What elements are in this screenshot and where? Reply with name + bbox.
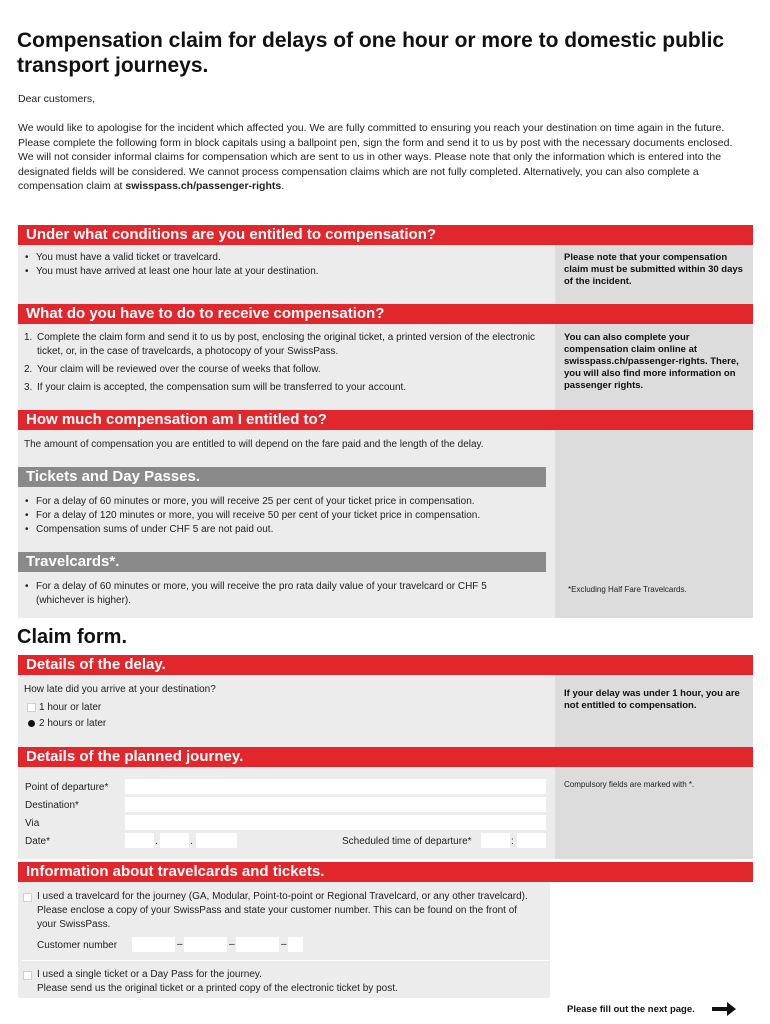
destination-field[interactable] bbox=[125, 797, 546, 812]
travelcards-info-heading: Information about travelcards and tickets. bbox=[18, 862, 753, 882]
travelcard-option-text: I used a travelcard for the journey (GA, Modular, Point-to-point or Regional Travelcard, or any other travelcard). Please enclose a copy of your SwissPass and state your customer number. This can be found on the front of your SwissPass. bbox=[37, 891, 528, 930]
delay-question: How late did you arrive at your destination? bbox=[24, 684, 216, 695]
intro-paragraph bbox=[18, 121, 743, 194]
option-1-hour-checkbox[interactable] bbox=[27, 703, 36, 712]
step-number: 2. bbox=[24, 364, 33, 375]
claim-form-title: Claim form. bbox=[17, 626, 128, 648]
time-separator: : bbox=[511, 836, 514, 847]
departure-field[interactable] bbox=[125, 779, 546, 794]
journey-heading: Details of the planned journey. bbox=[18, 747, 753, 767]
step-text: If your claim is accepted, the compensation sum will be transferred to your account. bbox=[37, 382, 407, 393]
date-label: Date* bbox=[25, 836, 51, 847]
delay-side-note: If your delay was under 1 hour, you are not entitled to compensation. bbox=[564, 688, 740, 711]
list-item bbox=[24, 363, 544, 377]
customer-number-field-3[interactable] bbox=[236, 937, 279, 952]
via-field[interactable] bbox=[125, 815, 546, 830]
customer-number-dash: – bbox=[177, 939, 183, 950]
list-item bbox=[24, 381, 544, 395]
list-item bbox=[24, 331, 544, 359]
time-label: Scheduled time of departure* bbox=[342, 836, 472, 847]
intro-end: . bbox=[281, 180, 285, 193]
option-2-hours-radio[interactable] bbox=[28, 720, 35, 727]
date-month-field[interactable] bbox=[160, 833, 189, 848]
amount-heading: How much compensation am I entitled to? bbox=[18, 410, 753, 430]
list-item: • Compensation sums of under CHF 5 are not paid out. bbox=[24, 523, 549, 537]
destination-label: Destination* bbox=[25, 800, 79, 811]
customer-number-field-4[interactable] bbox=[288, 937, 303, 952]
next-page-note: Please fill out the next page. bbox=[567, 1004, 695, 1015]
date-day-field[interactable] bbox=[125, 833, 154, 848]
customer-number-label: Customer number bbox=[37, 940, 118, 951]
conditions-side-note: Please note that your compensation claim must be submitted within 30 days of the incident. bbox=[564, 252, 743, 287]
todo-steps bbox=[24, 331, 544, 399]
step-number: 3. bbox=[24, 382, 33, 393]
list-item: • You must have arrived at least one hour late at your destination. bbox=[24, 265, 544, 279]
option-2-hours-label: 2 hours or later bbox=[39, 718, 107, 729]
time-hour-field[interactable] bbox=[481, 833, 510, 848]
divider bbox=[22, 960, 550, 961]
customer-number-field-1[interactable] bbox=[132, 937, 175, 952]
single-ticket-checkbox[interactable] bbox=[23, 971, 32, 980]
list-item: • You must have a valid ticket or travelcard. bbox=[24, 251, 544, 265]
todo-heading: What do you have to do to receive compensation? bbox=[18, 304, 753, 324]
todo-side-note: You can also complete your compensation claim online at swisspass.ch/passenger-rights. There, you will also find more information on passenger rights. bbox=[564, 332, 739, 391]
date-separator: . bbox=[155, 836, 158, 847]
arrow-right-icon bbox=[711, 1001, 737, 1017]
amount-text: The amount of compensation you are entitled to will depend on the fare paid and the length of the delay. bbox=[24, 439, 484, 450]
step-number: 1. bbox=[24, 332, 33, 343]
travelcards-footnote: *Excluding Half Fare Travelcards. bbox=[568, 585, 687, 594]
page-title: Compensation claim for delays of one hour or more to domestic public transport journeys. bbox=[17, 29, 725, 77]
via-label: Via bbox=[25, 818, 40, 829]
customer-number-field-2[interactable] bbox=[184, 937, 227, 952]
step-text: Your claim will be reviewed over the course of weeks that follow. bbox=[37, 364, 321, 375]
customer-number-dash: – bbox=[229, 939, 235, 950]
step-text: Complete the claim form and send it to us by post, enclosing the original ticket, a printed version of the electronic ticket, or, in the case of travelcards, a photocopy of your SwissPass. bbox=[37, 332, 536, 357]
greeting: Dear customers, bbox=[18, 93, 96, 105]
conditions-heading: Under what conditions are you entitled to compensation? bbox=[18, 225, 753, 245]
travelcards-list bbox=[24, 580, 514, 608]
travelcards-heading: Travelcards*. bbox=[18, 552, 546, 572]
time-minute-field[interactable] bbox=[517, 833, 546, 848]
customer-number-dash: – bbox=[281, 939, 287, 950]
departure-label: Point of departure* bbox=[25, 782, 109, 793]
conditions-list bbox=[24, 251, 544, 279]
journey-side-note: Compulsory fields are marked with *. bbox=[564, 780, 695, 789]
list-item: • For a delay of 60 minutes or more, you will receive 25 per cent of your ticket price in compensation. bbox=[24, 495, 549, 509]
tickets-list bbox=[24, 495, 549, 537]
list-item: • For a delay of 120 minutes or more, you will receive 50 per cent of your ticket price in compensation. bbox=[24, 509, 549, 523]
single-ticket-line2: Please send us the original ticket or a printed copy of the electronic ticket by post. bbox=[37, 983, 398, 994]
passenger-rights-link[interactable]: swisspass.ch/passenger-rights bbox=[125, 180, 282, 193]
delay-heading: Details of the delay. bbox=[18, 655, 753, 675]
single-ticket-line1: I used a single ticket or a Day Pass for the journey. bbox=[37, 969, 262, 980]
date-separator: . bbox=[190, 836, 193, 847]
date-year-field[interactable] bbox=[196, 833, 237, 848]
intro-text: We would like to apologise for the incident which affected you. We are fully committed to ensuring you reach your destination on time again in the future. Please complete the following form in block capitals using a ballpoint pen, sign the form and send it to us by post with the necessary documents enclosed. We will not consider informal claims for compensation which are sent to us in other ways. Please note that only the information which is entered into the designated fields will be considered. We cannot process compensation claims which are not fully completed. Alternatively, you can also complete a compensation claim at bbox=[18, 122, 733, 193]
option-1-hour-label: 1 hour or later bbox=[39, 702, 102, 713]
tickets-heading: Tickets and Day Passes. bbox=[18, 467, 546, 487]
list-item: • For a delay of 60 minutes or more, you will receive the pro rata daily value of your travelcard or CHF 5 (whichever is higher). bbox=[24, 580, 514, 608]
travelcard-checkbox[interactable] bbox=[23, 893, 32, 902]
